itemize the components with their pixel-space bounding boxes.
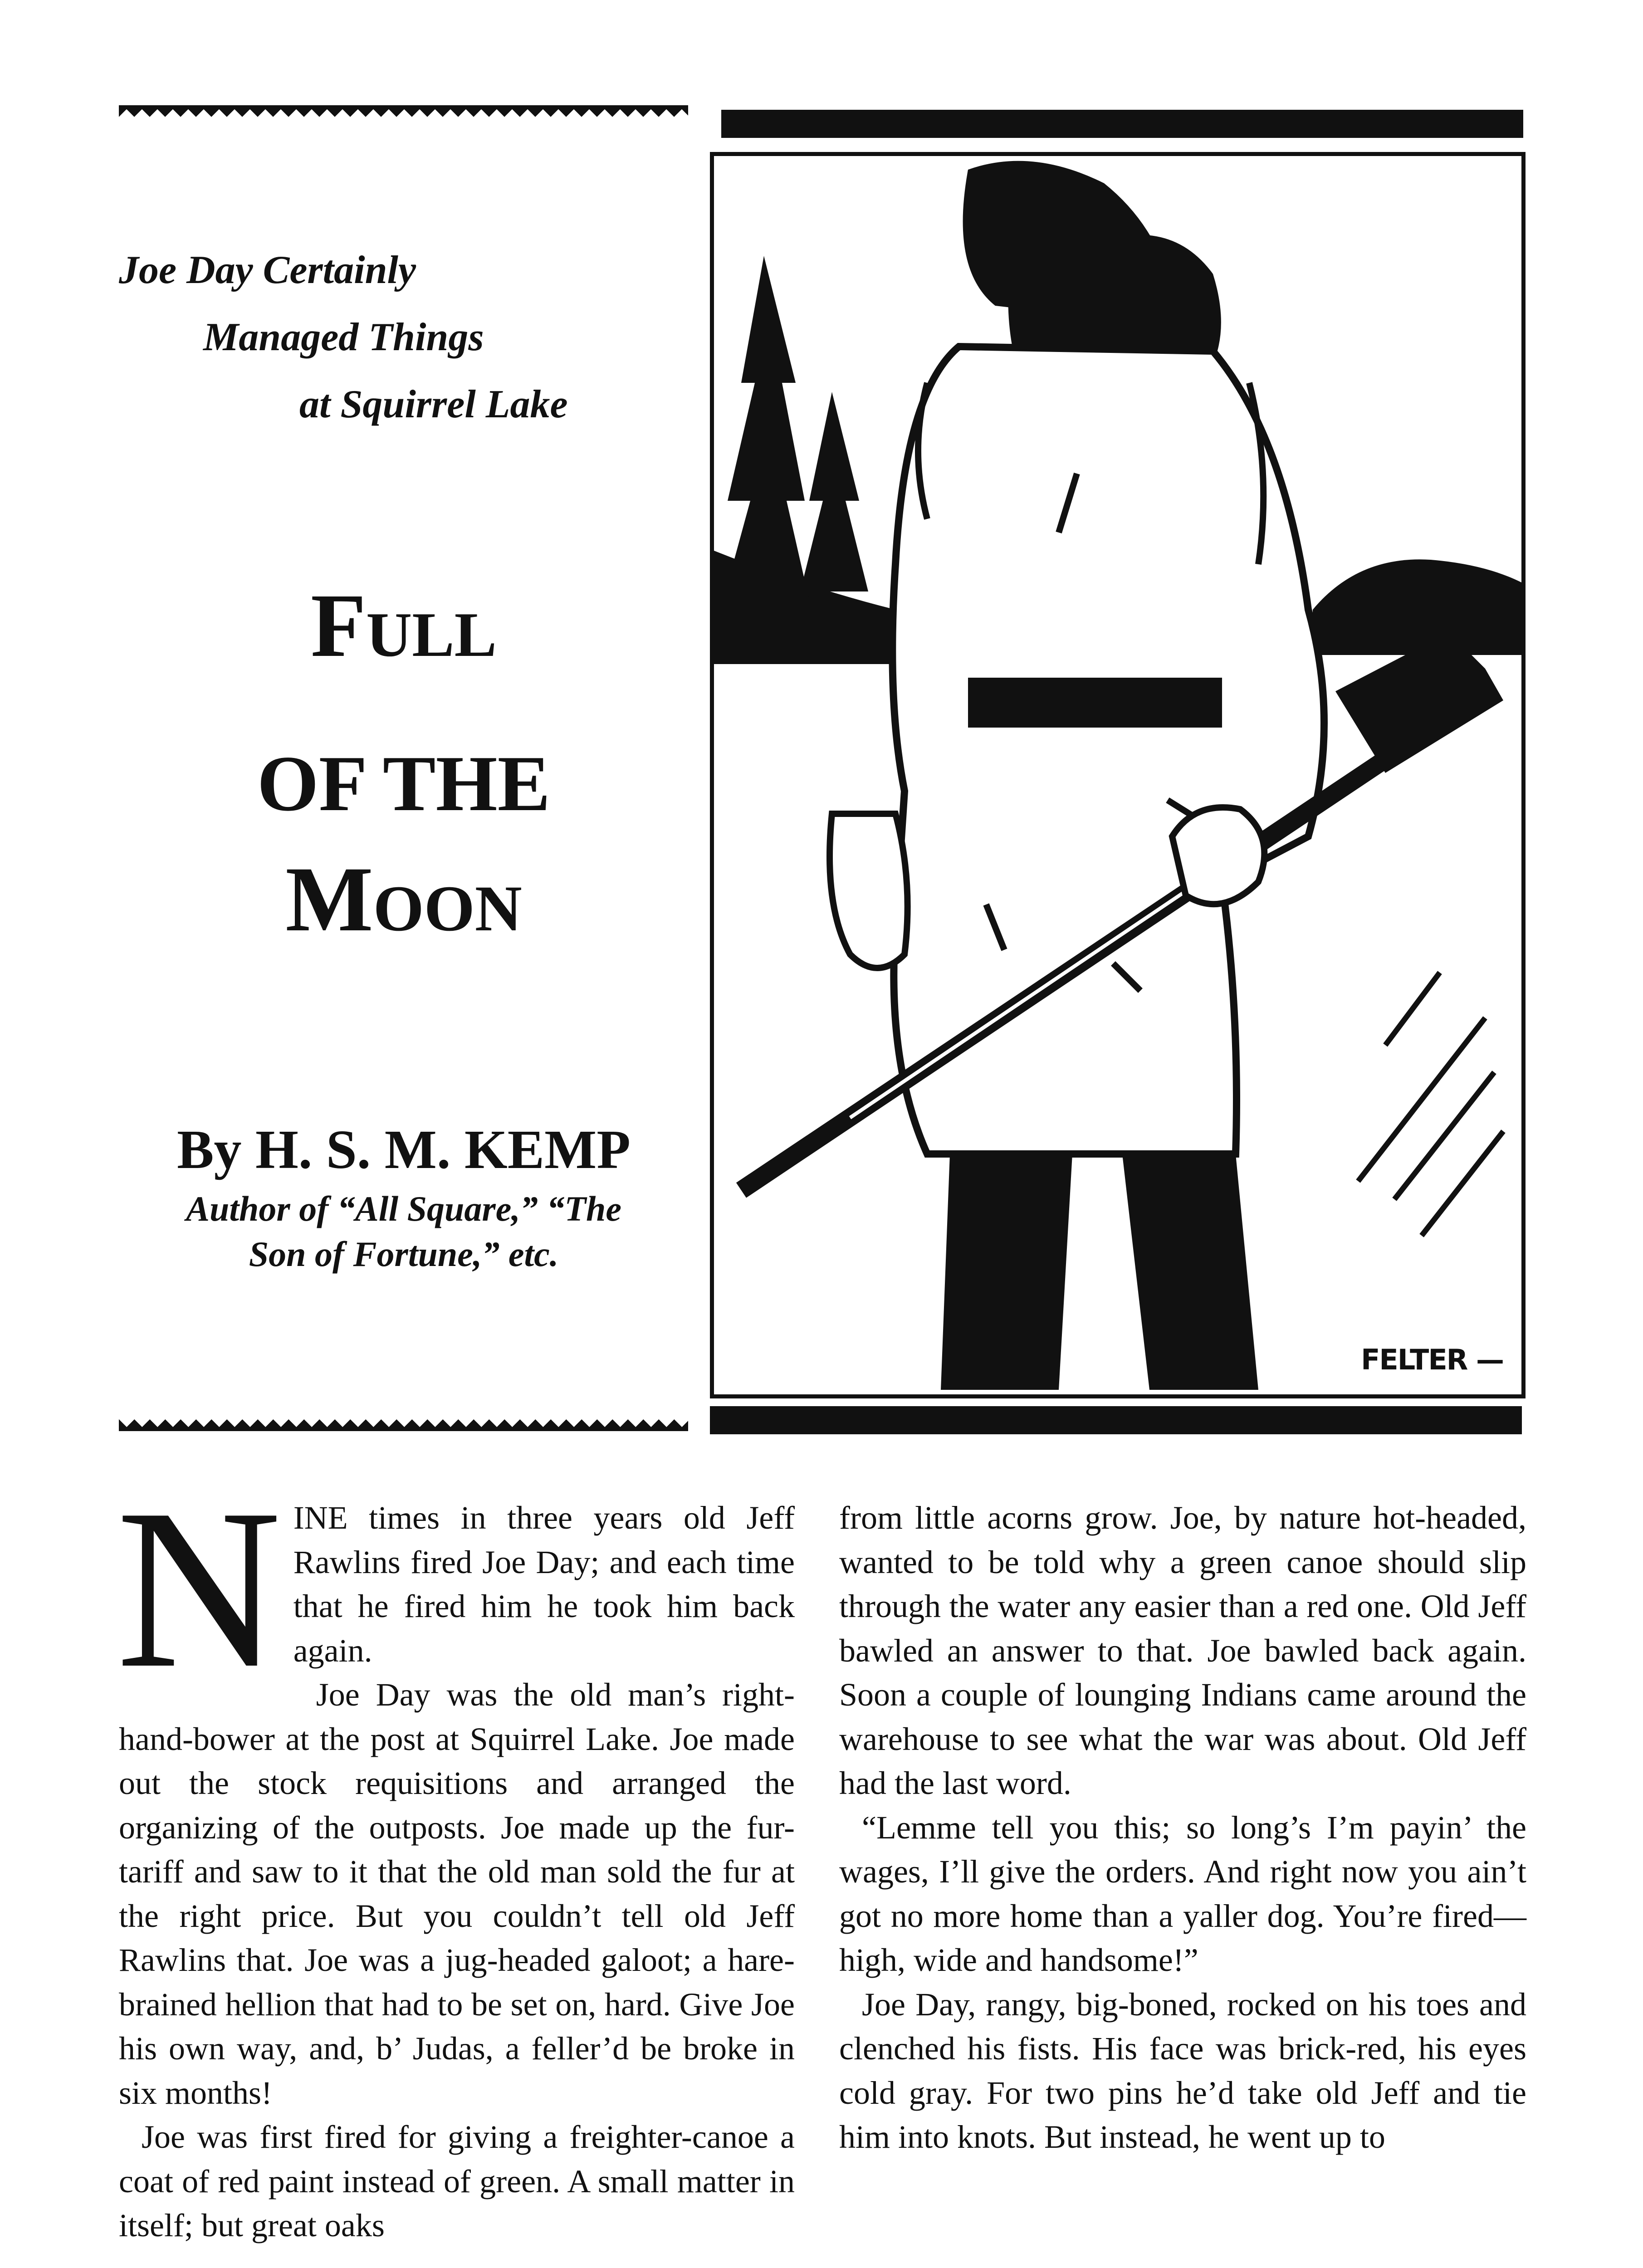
illustration-bottom-bar [710,1406,1522,1434]
paragraph-3: Joe was first fired for giving a freighter-canoe a coat of red paint instead of green. A small matter in itself; but great oaks [119,2119,795,2244]
illustration-trapper-with-rifle [710,152,1526,1398]
title-line-1: Full [310,576,497,676]
drop-cap: N [116,1462,282,1716]
author-credits-line-2: Son of Fortune,” etc. [249,1234,559,1274]
artist-signature: FELTER — [1361,1343,1503,1376]
top-decorative-rule [119,105,688,125]
body-column-1 [116,1462,795,2248]
author-name: By H. S. M. KEMP [177,1119,631,1180]
paragraph-6: Joe Day, rangy, big-boned, rocked on his toes and clenched his fists. His face was brick-red, his eyes cold gray. For two pins he’d take old Jeff and tie him into knots. But instead, he went up to [839,1986,1526,2155]
paragraph-4: from little acorns grow. Joe, by nature hot-headed, wanted to be told why a green canoe should slip through the water any easier than a red one. Old Jeff bawled an answer to that. Joe bawled back again. Soon a couple of lounging Indians came around the warehouse to see what the war was about. Old Jeff had the last word. [839,1500,1526,1801]
illustration-drawing [714,156,1521,1394]
body-column-2 [839,1496,1526,2160]
author-credits-line-1: Author of “All Square,” “The [186,1189,622,1228]
illustration-top-bar [721,110,1523,138]
bottom-decorative-rule [119,1412,688,1431]
paragraph-1: NINE times in three years old Jeff Rawlins fired Joe Day; and each time that he fired him he took him back again. [116,1462,795,1716]
deck-line-1: Joe Day Certainly [119,248,416,292]
title-line-3: Moon [285,848,522,951]
deck-line-2: Managed Things [203,315,484,359]
deck-line-3: at Squirrel Lake [299,382,568,426]
paragraph-2: Joe Day was the old man’s right-hand-bower at the post at Squirrel Lake. Joe made out the stock requisitions and arranged the organizing of the outposts. Joe made up the fur-tariff and saw to it that the old man sold the fur at the right price. But you couldn’t tell old Jeff Rawlins that. Joe was a jug-headed galoot; a hare-brained hellion that had to be set on, hard. Give Joe his own way, and, b’ Judas, a feller’d be broke in six months! [119,1677,795,2111]
title-line-2: OF THE [257,739,551,827]
paragraph-5: “Lemme tell you this; so long’s I’m payin’ the wages, I’ll give the orders. And right now you ain’t got no more home than a yaller dog. You’re fired—high, wide and handsome!” [839,1809,1526,1978]
